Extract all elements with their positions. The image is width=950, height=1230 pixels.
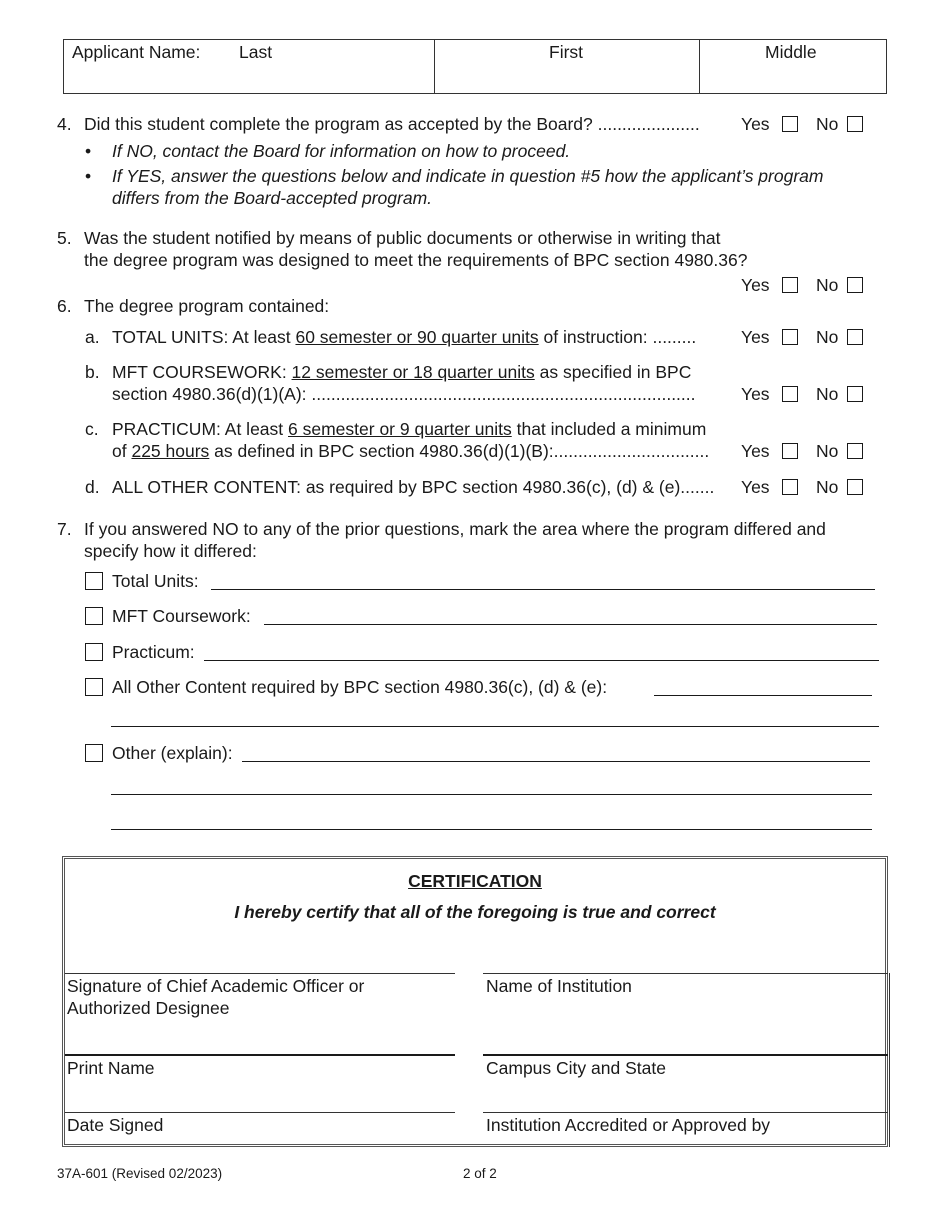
q6d-yes-checkbox[interactable] (782, 479, 798, 495)
all-other-content-input-line2[interactable] (111, 726, 879, 727)
q5-yes-label: Yes (741, 275, 770, 295)
q5-yes-checkbox[interactable] (782, 277, 798, 293)
all-other-content-input[interactable] (654, 695, 872, 696)
practicum-checkbox[interactable] (85, 643, 103, 661)
q6b-text-line2: section 4980.36(d)(1)(A): ............................................................................... (112, 384, 696, 404)
divider (699, 40, 700, 93)
q6-text: The degree program contained: (84, 296, 330, 316)
q6c-no-checkbox[interactable] (847, 443, 863, 459)
print-name-label: Print Name (67, 1058, 155, 1078)
all-other-content-label: All Other Content required by BPC section 4980.36(c), (d) & (e): (112, 677, 608, 697)
q6b-no-checkbox[interactable] (847, 386, 863, 402)
q4-no-label: No (816, 114, 839, 134)
q5-number: 5. (57, 228, 72, 248)
q6c-yes-checkbox[interactable] (782, 443, 798, 459)
applicant-name-table (63, 39, 887, 94)
q4-bullet-yes-line2: differs from the Board-accepted program. (112, 188, 433, 208)
q4-text: Did this student complete the program as accepted by the Board? ..................... (84, 114, 700, 134)
total-units-label: Total Units: (112, 571, 199, 591)
first-name-label: First (549, 42, 584, 62)
signature-label-line1: Signature of Chief Academic Officer or (67, 976, 365, 996)
q6d-no-checkbox[interactable] (847, 479, 863, 495)
mft-coursework-input[interactable] (264, 624, 877, 625)
certification-statement: I hereby certify that all of the foregoing is true and correct (234, 902, 716, 922)
q6b-no-label: No (816, 384, 839, 404)
q7-line2: specify how it differed: (84, 541, 257, 561)
bullet-icon: • (85, 166, 92, 186)
q6c-letter: c. (85, 419, 99, 439)
divider (434, 40, 435, 93)
q6a-yes-label: Yes (741, 327, 770, 347)
other-explain-input[interactable] (242, 761, 870, 762)
q6c-yes-label: Yes (741, 441, 770, 461)
mft-coursework-checkbox[interactable] (85, 607, 103, 625)
q4-bullet-yes-line1: If YES, answer the questions below and indicate in question #5 how the applicant’s program (112, 166, 824, 186)
certification-box (62, 856, 888, 1147)
divider (889, 973, 890, 1147)
q6a-letter: a. (85, 327, 100, 347)
q6d-no-label: No (816, 477, 839, 497)
campus-line[interactable] (483, 1054, 888, 1056)
other-explain-label: Other (explain): (112, 743, 233, 763)
q4-no-checkbox[interactable] (847, 116, 863, 132)
total-units-checkbox[interactable] (85, 572, 103, 590)
signature-line[interactable] (65, 973, 455, 974)
form-id: 37A-601 (Revised 02/2023) (57, 1166, 223, 1181)
q6-number: 6. (57, 296, 72, 316)
q6d-text: ALL OTHER CONTENT: as required by BPC section 4980.36(c), (d) & (e)....... (112, 477, 715, 497)
date-signed-label: Date Signed (67, 1115, 164, 1135)
q4-yes-label: Yes (741, 114, 770, 134)
q4-yes-checkbox[interactable] (782, 116, 798, 132)
date-signed-line[interactable] (65, 1112, 455, 1113)
institution-line[interactable] (483, 973, 888, 974)
q6b-text: MFT COURSEWORK: 12 semester or 18 quarter units as specified in BPC (112, 362, 692, 382)
middle-name-label: Middle (765, 42, 817, 62)
q6b-yes-checkbox[interactable] (782, 386, 798, 402)
q7-number: 7. (57, 519, 72, 539)
all-other-content-checkbox[interactable] (85, 678, 103, 696)
bullet-icon: • (85, 141, 92, 161)
q5-no-checkbox[interactable] (847, 277, 863, 293)
print-name-line[interactable] (65, 1054, 455, 1056)
signature-label-line2: Authorized Designee (67, 998, 230, 1018)
q5-line2: the degree program was designed to meet the requirements of BPC section 4980.36? (84, 250, 748, 270)
q6a-text: TOTAL UNITS: At least 60 semester or 90 quarter units of instruction: ......... (112, 327, 697, 347)
total-units-input[interactable] (211, 589, 875, 590)
page-number: 2 of 2 (463, 1166, 497, 1181)
accredited-label: Institution Accredited or Approved by (486, 1115, 771, 1135)
other-explain-input-line3[interactable] (111, 829, 872, 830)
q6c-no-label: No (816, 441, 839, 461)
q4-bullet-no: If NO, contact the Board for information on how to proceed. (112, 141, 571, 161)
q6d-yes-label: Yes (741, 477, 770, 497)
q6b-yes-label: Yes (741, 384, 770, 404)
other-explain-input-line2[interactable] (111, 794, 872, 795)
campus-label: Campus City and State (486, 1058, 666, 1078)
other-explain-checkbox[interactable] (85, 744, 103, 762)
q5-line1: Was the student notified by means of public documents or otherwise in writing that (84, 228, 721, 248)
accredited-line[interactable] (483, 1112, 888, 1113)
q6b-letter: b. (85, 362, 100, 382)
practicum-input[interactable] (204, 660, 879, 661)
q7-line1: If you answered NO to any of the prior questions, mark the area where the program differed and (84, 519, 826, 539)
q6d-letter: d. (85, 477, 100, 497)
practicum-label: Practicum: (112, 642, 195, 662)
q6c-text-line2: of 225 hours as defined in BPC section 4980.36(d)(1)(B):................................ (112, 441, 710, 461)
certification-title: CERTIFICATION (408, 871, 542, 891)
q6a-no-label: No (816, 327, 839, 347)
q6a-no-checkbox[interactable] (847, 329, 863, 345)
applicant-name-label: Applicant Name: (72, 42, 201, 62)
last-name-label: Last (239, 42, 273, 62)
mft-coursework-label: MFT Coursework: (112, 606, 251, 626)
q6c-text: PRACTICUM: At least 6 semester or 9 quarter units that included a minimum (112, 419, 707, 439)
q4-number: 4. (57, 114, 72, 134)
q5-no-label: No (816, 275, 839, 295)
q6a-yes-checkbox[interactable] (782, 329, 798, 345)
institution-label: Name of Institution (486, 976, 632, 996)
